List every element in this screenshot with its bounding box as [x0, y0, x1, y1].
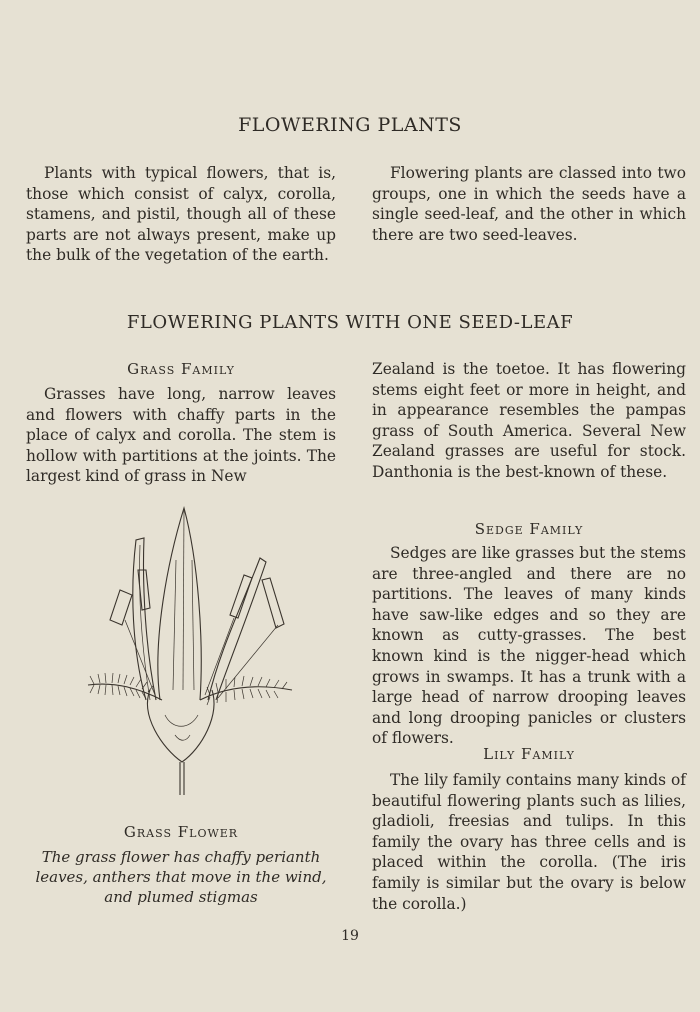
grass-family-paragraph: Grasses have long, narrow leaves and flowers with chaffy parts in the place of calyx and corolla. The stem is hollow with partitions at the joints. The largest kind of grass in New — [26, 385, 336, 486]
sedge-family-heading: Sedge Family — [474, 520, 584, 538]
figure-heading: Grass Flower — [123, 823, 239, 841]
plumed-stigma-left — [88, 673, 162, 700]
grass-family-heading: Grass Family — [127, 360, 235, 378]
section-title: FLOWERING PLANTS WITH ONE SEED-LEAF — [126, 312, 574, 333]
anther-left — [110, 590, 132, 625]
left-leaf — [133, 538, 156, 700]
chaffy-leaf — [158, 508, 201, 700]
intro-right-paragraph: Flowering plants are classed into two groups, one in which the seeds have a single seed-leaf, and the other in which there are two seed-leaves. — [372, 164, 686, 244]
lily-family-heading: Lily Family — [483, 745, 575, 763]
page-title: FLOWERING PLANTS — [238, 114, 462, 136]
page-number: 19 — [341, 928, 359, 944]
grass-family-paragraph-continued: Zealand is the toetoe. It has flowering stems eight feet or more in height, and in appearance resembles the pampas grass of South America. Several New Zealand grasses are useful for stock. Danthonia is the best-known of these. — [372, 360, 686, 481]
figure-caption: The grass flower has chaffy perianth leaves, anthers that move in the wind, and plumed stigmas — [35, 848, 327, 906]
right-leaf — [208, 558, 266, 700]
grass-flower-illustration — [80, 500, 310, 820]
intro-left-paragraph: Plants with typical flowers, that is, those which consist of calyx, corolla, stamens, and pistil, though all of these parts are not always present, make up the bulk of the vegetation of the earth. — [26, 164, 336, 265]
lily-family-paragraph: The lily family contains many kinds of beautiful flowering plants such as lilies, gladioli, freesias and tulips. In this family the ovary has three cells and is placed within the corolla. (The iris family is similar but the ovary is below the corolla.) — [372, 771, 686, 913]
sedge-family-paragraph: Sedges are like grasses but the stems are three-angled and there are no partitions. The leaves of many kinds have saw-like edges and so they are known as cutty-grasses. The best known kind is the nigger-head which grows in swamps. It has a trunk with a large head of narrow drooping leaves and long drooping panicles or clusters of flowers. — [372, 544, 686, 748]
